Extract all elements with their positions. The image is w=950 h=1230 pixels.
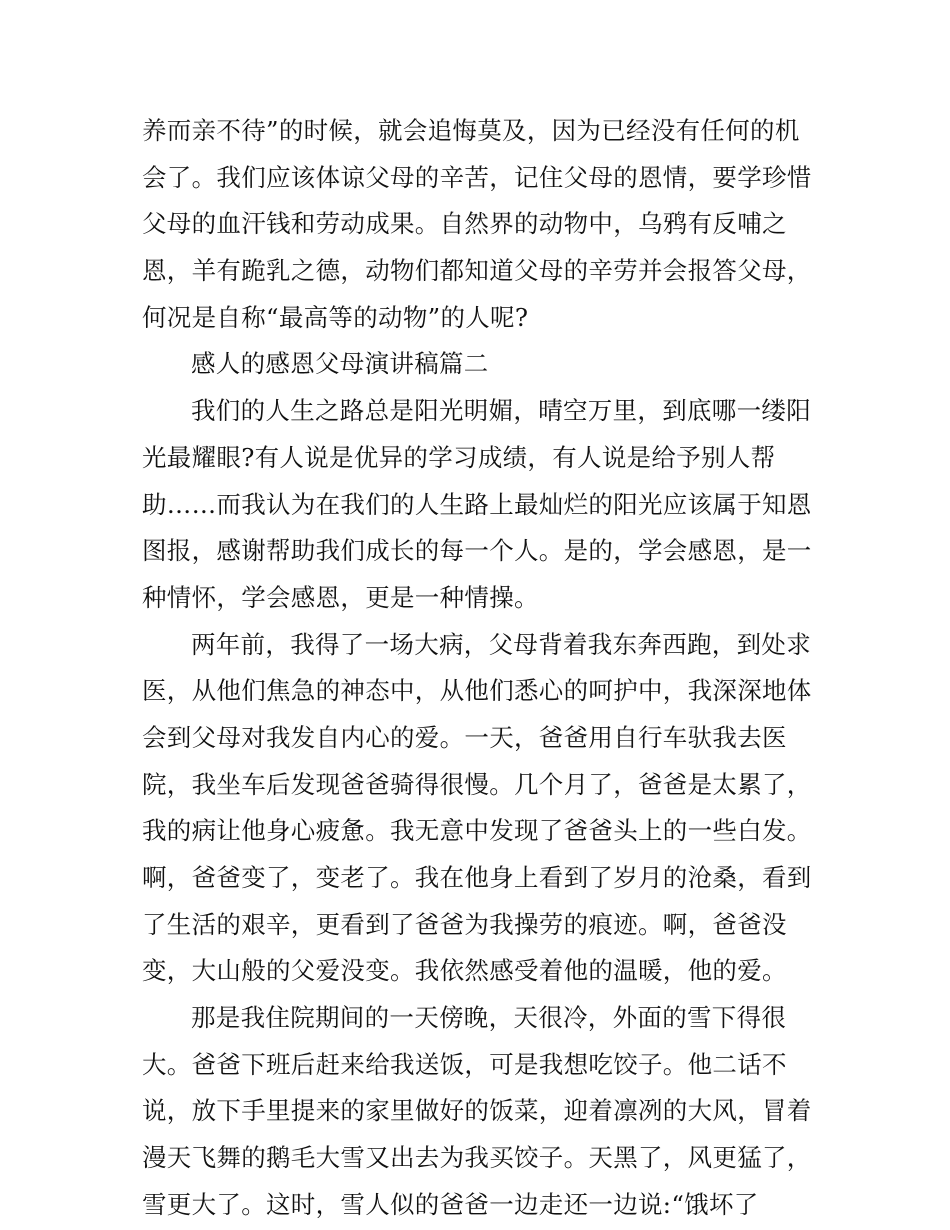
text-line: 养而亲不待”的时候，就会追悔莫及，因为已经没有任何的机 <box>142 116 800 145</box>
document-body <box>142 108 814 1229</box>
text-line: 会了。我们应该体谅父母的辛苦，记住父母的恩情，要学珍惜 <box>142 162 812 192</box>
text-line: 医，从他们焦急的神态中，从他们悉心的呵护中，我深深地体 <box>142 676 812 706</box>
section-heading: 感人的感恩父母演讲稿篇二 <box>191 349 489 379</box>
text-line: 说，放下手里提来的家里做好的饭菜，迎着凛冽的大风，冒着 <box>142 1096 812 1126</box>
text-line: 光最耀眼?有人说是优异的学习成绩，有人说是给予别人帮 <box>142 442 776 472</box>
text-line: 两年前，我得了一场大病，父母背着我东奔西跑，到处求 <box>191 629 811 659</box>
text-line: 我的病让他身心疲惫。我无意中发现了爸爸头上的一些白发。 <box>142 816 812 846</box>
text-line: 图报，感谢帮助我们成长的每一个人。是的，学会感恩，是一 <box>142 536 812 566</box>
text-line: 那是我住院期间的一天傍晚，天很冷，外面的雪下得很 <box>191 1003 787 1033</box>
text-line: 会到父母对我发自内心的爱。一天，爸爸用自行车驮我去医 <box>142 722 787 752</box>
text-line: 我们的人生之路总是阳光明媚，晴空万里，到底哪一缕阳 <box>191 396 811 426</box>
text-line: 父母的血汗钱和劳动成果。自然界的动物中，乌鸦有反哺之 <box>142 209 787 239</box>
text-line: 院，我坐车后发现爸爸骑得很慢。几个月了，爸爸是太累了， <box>142 769 812 799</box>
text-line: 恩，羊有跪乳之德，动物们都知道父母的辛劳并会报答父母， <box>142 256 812 286</box>
text-line: 啊，爸爸变了，变老了。我在他身上看到了岁月的沧桑，看到 <box>142 863 812 892</box>
text-line: 何况是自称“最高等的动物”的人呢? <box>142 302 529 332</box>
text-line: 变，大山般的父爱没变。我依然感受着他的温暖，他的爱。 <box>142 956 787 986</box>
text-line: 种情怀，学会感恩，更是一种情操。 <box>142 582 539 612</box>
text-line: 大。爸爸下班后赶来给我送饭，可是我想吃饺子。他二话不 <box>142 1049 787 1079</box>
text-line: 漫天飞舞的鹅毛大雪又出去为我买饺子。天黑了，风更猛了， <box>142 1143 812 1173</box>
text-line: 了生活的艰辛，更看到了爸爸为我操劳的痕迹。啊，爸爸没 <box>142 909 787 939</box>
text-line: 雪更大了。这时，雪人似的爸爸一边走还一边说:“饿坏了 <box>142 1189 759 1219</box>
text-line: 助……而我认为在我们的人生路上最灿烂的阳光应该属于知恩 <box>142 489 812 519</box>
